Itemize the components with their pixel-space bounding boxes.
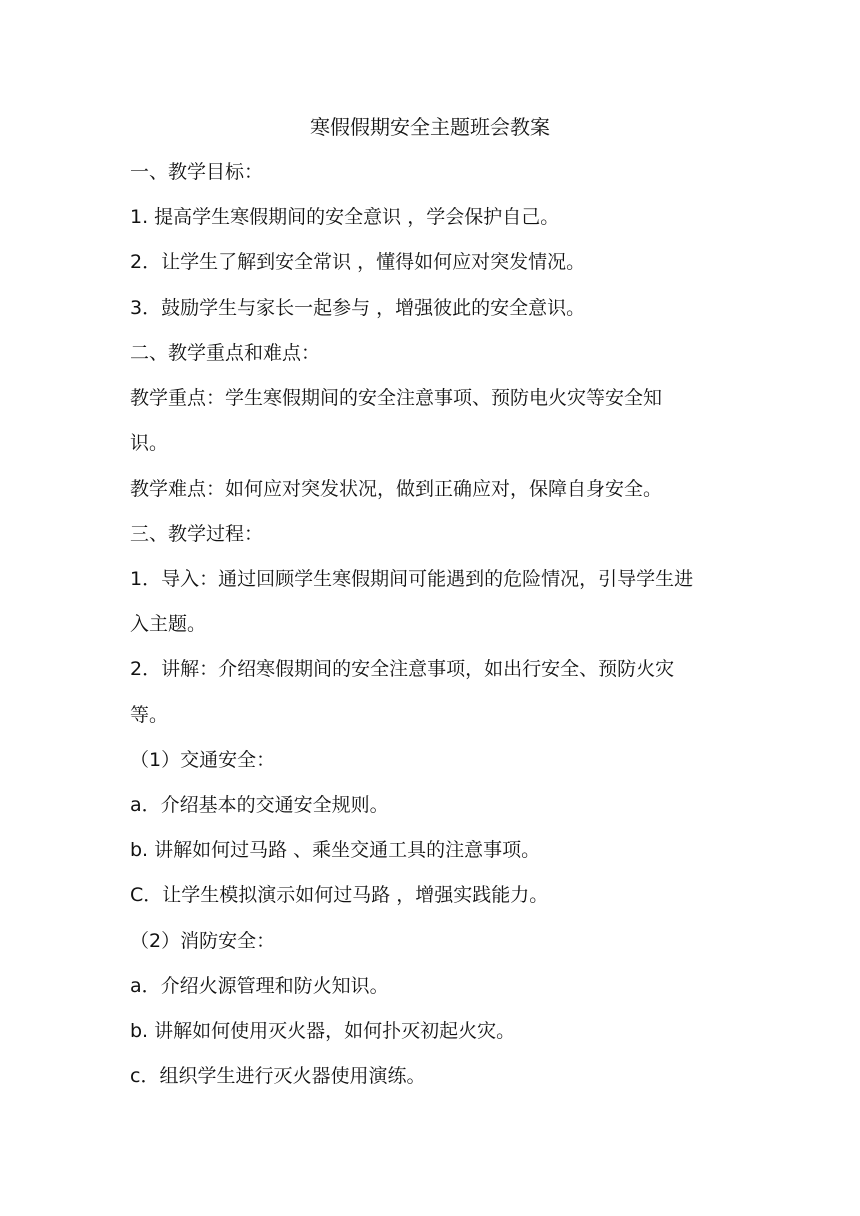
traffic-item-c: C．让学生模拟演示如何过马路 ，增强实践能力。	[130, 884, 549, 906]
objective-item-2: 2．让学生了解到安全常识 ，懂得如何应对突发情况。	[130, 251, 586, 273]
process-lecture-line-1: 2．讲解：介绍寒假期间的安全注意事项，如出行安全、预防火灾	[130, 658, 675, 680]
process-intro-line-1: 1．导入：通过回顾学生寒假期间可能遇到的危险情况，引导学生进	[130, 568, 694, 590]
key-point-line-2: 识。	[130, 432, 169, 454]
section-heading-key-points: 二、教学重点和难点：	[130, 342, 321, 364]
fire-item-b: b. 讲解如何使用灭火器，如何扑灭初起火灾。	[130, 1020, 516, 1042]
section-heading-objectives: 一、教学目标：	[130, 161, 264, 183]
subsection-fire-safety: （2）消防安全：	[130, 930, 276, 952]
section-heading-process: 三、教学过程：	[130, 523, 264, 545]
traffic-item-b: b. 讲解如何过马路 、乘坐交通工具的注意事项。	[130, 839, 541, 861]
subsection-traffic-safety: （1）交通安全：	[130, 749, 276, 771]
difficult-point-line: 教学难点：如何应对突发状况，做到正确应对，保障自身安全。	[130, 478, 663, 500]
document-title: 寒假假期安全主题班会教案	[310, 115, 550, 139]
key-point-line-1: 教学重点：学生寒假期间的安全注意事项、预防电火灾等安全知	[130, 387, 663, 409]
fire-item-a: a．介绍火源管理和防火知识。	[130, 975, 389, 997]
process-lecture-line-2: 等。	[130, 704, 169, 726]
objective-item-3: 3．鼓励学生与家长一起参与 ，增强彼此的安全意识。	[130, 297, 586, 319]
objective-item-1: 1. 提高学生寒假期间的安全意识 ，学会保护自己。	[130, 206, 560, 228]
fire-item-c: c．组织学生进行灭火器使用演练。	[130, 1065, 426, 1087]
traffic-item-a: a．介绍基本的交通安全规则。	[130, 794, 389, 816]
process-intro-line-2: 入主题。	[130, 613, 207, 635]
